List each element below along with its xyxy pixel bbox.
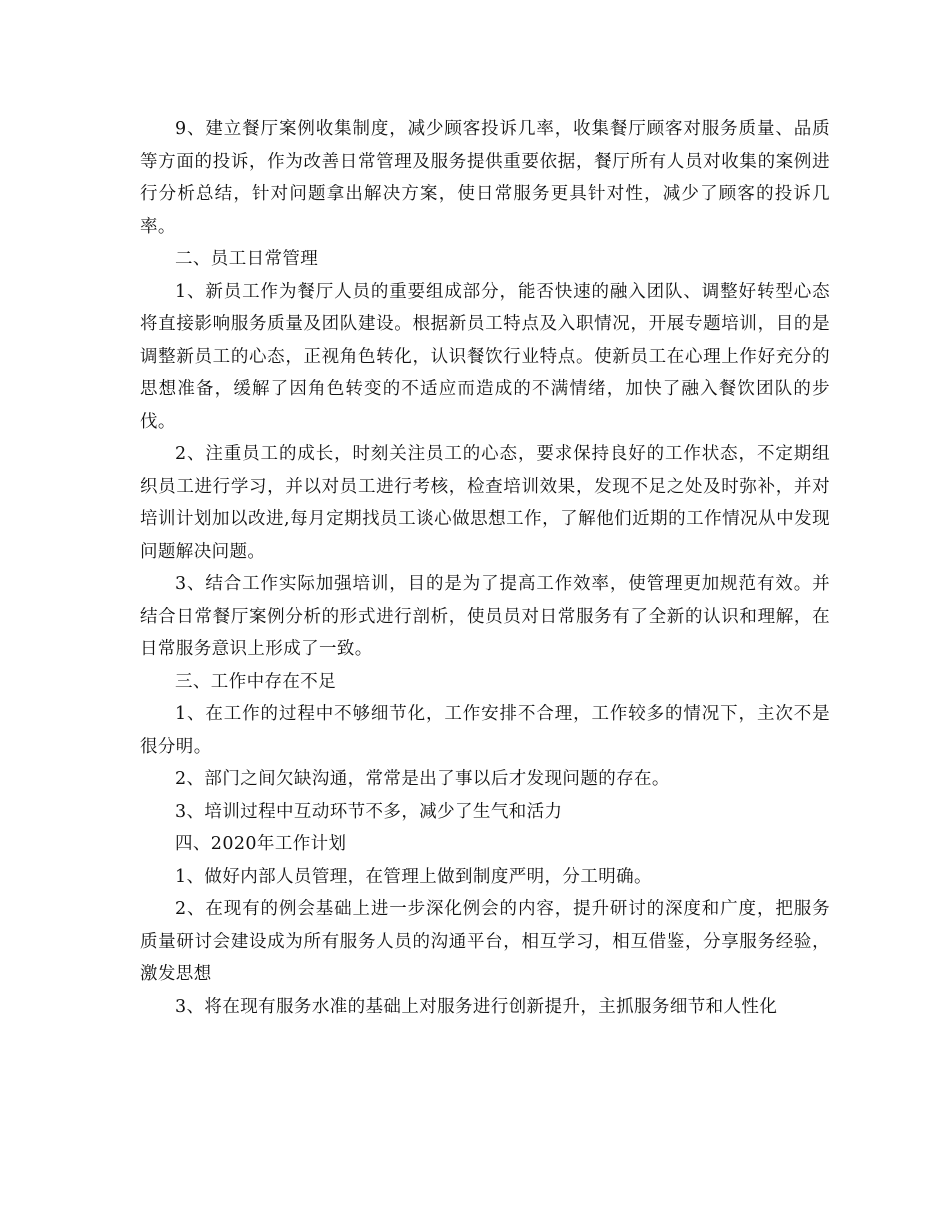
paragraph-item-9-case-collection: 9、建立餐厅案例收集制度，减少顾客投诉几率，收集餐厅顾客对服务质量、品质等方面的投诉，作为改善日常管理及服务提供重要依据，餐厅所有人员对收集的案例进行分析总结，针对问题拿出解决方案，使日常服务更具针对性，减少了顾客的投诉几率。 xyxy=(140,119,830,237)
paragraph-plan-3: 3、将在现有服务水准的基础上对服务进行创新提升，主抓服务细节和人性化 xyxy=(175,996,778,1017)
paragraph-new-staff: 1、新员工作为餐厅人员的重要组成部分，能否快速的融入团队、调整好转型心态将直接影响服务质量及团队建设。根据新员工特点及入职情况，开展专题培训，目的是调整新员工的心态，正视角色转化，认识餐饮行业特点。使新员工在心理上作好充分的思想准备，缓解了因角色转变的不适应而造成的不满情绪，加快了融入餐饮团队的步伐。 xyxy=(140,281,830,432)
section-heading-shortcomings: 三、工作中存在不足 xyxy=(175,671,337,692)
paragraph-shortcoming-2: 2、部门之间欠缺沟通，常常是出了事以后才发现问题的存在。 xyxy=(175,769,670,789)
paragraph-plan-1: 1、做好内部人员管理，在管理上做到制度严明，分工明确。 xyxy=(175,866,652,887)
paragraph-shortcoming-1: 1、在工作的过程中不够细节化，工作安排不合理，工作较多的情况下，主次不是很分明。 xyxy=(140,704,830,757)
paragraph-training: 3、结合工作实际加强培训，目的是为了提高工作效率，使管理更加规范有效。并结合日常餐厅案例分析的形式进行剖析，使员员对日常服务有了全新的认识和理解，在日常服务意识上形成了一致。 xyxy=(140,574,830,659)
section-heading-work-plan: 四、2020年工作计划 xyxy=(175,834,347,854)
section-heading-staff-management: 二、员工日常管理 xyxy=(175,249,319,269)
paragraph-shortcoming-3: 3、培训过程中互动环节不多，减少了生气和活力 xyxy=(175,801,563,822)
paragraph-plan-2: 2、在现有的例会基础上进一步深化例会的内容，提升研讨的深度和广度，把服务质量研讨会建设成为所有服务人员的沟通平台，相互学习，相互借鉴，分享服务经验，激发思想 xyxy=(140,899,830,984)
document-body xyxy=(140,113,830,1023)
paragraph-staff-growth: 2、注重员工的成长，时刻关注员工的心态，要求保持良好的工作状态，不定期组织员工进行学习，并以对员工进行考核，检查培训效果，发现不足之处及时弥补，并对培训计划加以改进,每月定期找员工谈心做思想工作，了解他们近期的工作情况从中发现问题解决问题。 xyxy=(140,444,830,562)
